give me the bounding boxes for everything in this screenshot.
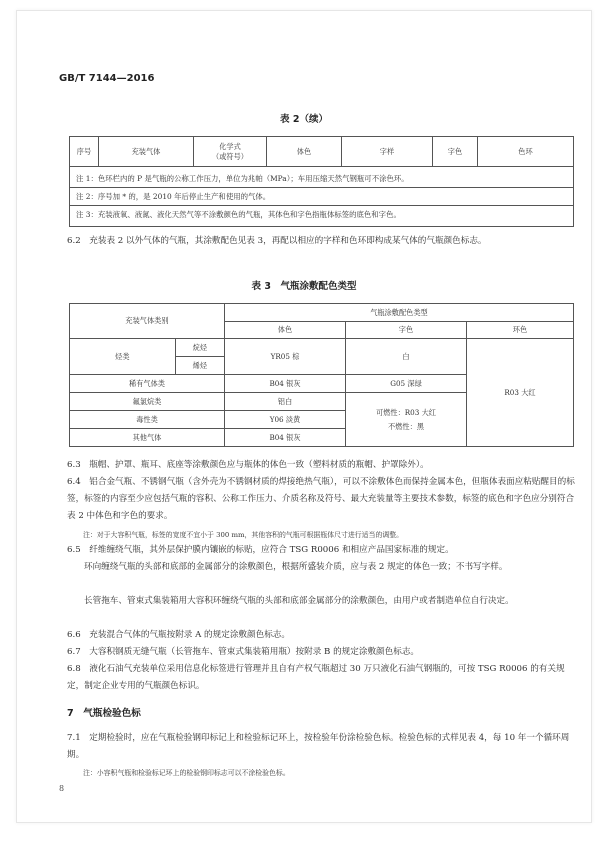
table2-note-1: 注 1：色环栏内的 P 是气瓶的公称工作压力，单位为兆帕（MPa）；车用压缩天然气钢瓶可不涂色环。 bbox=[70, 167, 574, 188]
table3-header-ring-color: 环色 bbox=[467, 322, 574, 339]
table3-font-toxic-other bbox=[346, 393, 467, 447]
table2-header-body-color: 体色 bbox=[267, 137, 342, 167]
table3-body-hydrocarbon: YR05 棕 bbox=[225, 339, 346, 375]
table3-cell-alkane: 烷烃 bbox=[175, 339, 224, 357]
paragraph-6-7: 6.7 大容积钢质无缝气瓶（长管拖车、管束式集装箱用瓶）按附录 B 的规定涂敷颜色标志。 bbox=[67, 647, 420, 657]
table3-cell-other: 其他气体 bbox=[70, 429, 225, 447]
table3-cell-toxic: 毒性类 bbox=[70, 411, 225, 429]
note-6-4: 注：对于大容积气瓶，标签的宽度不宜小于 300 mm，其他容积的气瓶可根据瓶体尺寸进行适当的调整。 bbox=[83, 531, 404, 539]
paragraph-6-5: 6.5 纤维缠绕气瓶，其外层保护膜内镶嵌的标贴，应符合 TSG R0006 和相应产品国家标准的规定。 bbox=[67, 545, 454, 555]
paragraph-6-5-b: 环向缠绕气瓶的头部和底部的金属部分的涂敷颜色，根据所盛装介质，应与表 2 规定的体色一致；不书写字样。 bbox=[84, 562, 508, 572]
paragraph-6-6: 6.6 充装混合气体的气瓶按附录 A 的规定涂敷颜色标志。 bbox=[67, 630, 290, 640]
table3 bbox=[69, 303, 574, 447]
standard-number: GB/T 7144—2016 bbox=[59, 73, 155, 84]
table3-header-category: 充装气体类别 bbox=[70, 304, 225, 339]
table3-ring-all: R03 大红 bbox=[467, 339, 574, 447]
page-number: 8 bbox=[59, 784, 65, 793]
paragraph-7-1: 7.1 定期检验时，应在气瓶检验钢印标记上和检验标记环上，按检验年份涂检验色标。检验色标的式样见表 4，每 10 年一个循环周期。 bbox=[67, 733, 570, 760]
table2-caption: 表 2（续） bbox=[280, 114, 328, 125]
table3-font-noncombustible: 不燃性：黑 bbox=[388, 421, 424, 431]
table3-body-rare-gas: B04 银灰 bbox=[225, 375, 346, 393]
table2-note-3: 注 3：充装液氧、液氮、液化天然气等不涂敷颜色的气瓶，其体色和字色指瓶体标签的底色和字色。 bbox=[70, 206, 574, 227]
table2-header-index: 序号 bbox=[70, 137, 99, 167]
table3-cell-hydrocarbon: 烃类 bbox=[70, 339, 176, 375]
table3-header-group: 气瓶涂敷配色类型 bbox=[225, 304, 574, 322]
table3-header-font-color: 字色 bbox=[346, 322, 467, 339]
paragraph-6-4: 6.4 铝合金气瓶、不锈钢气瓶（含外壳为不锈钢材质的焊接绝热气瓶），可以不涂敷体色而保持金属本色，但瓶体表面应粘贴醒目的标签，标签的内容至少应包括气瓶的容积、公称工作压力、介质名称及符号、最大充装量等主要技术参数，标签的底色和字色应分别符合表 2 中体色和字色的要求。 bbox=[67, 477, 575, 521]
table2-header-row bbox=[70, 137, 574, 167]
table2-header-font-color: 字色 bbox=[433, 137, 478, 167]
paragraph-6-5-c: 长管拖车、管束式集装箱用大容积环缠绕气瓶的头部和底部金属部分的涂敷颜色，由用户或者制造单位自行决定。 bbox=[84, 596, 514, 606]
table2-header-formula: 化学式 （或符号） bbox=[194, 137, 267, 167]
table3-cell-rare-gas: 稀有气体类 bbox=[70, 375, 225, 393]
table2-header-lettering: 字样 bbox=[342, 137, 433, 167]
section-7-heading: 7 气瓶检验色标 bbox=[67, 708, 141, 719]
note-7-1: 注：小容积气瓶和检验标记环上的检验钢印标志可以不涂检验色标。 bbox=[83, 769, 290, 777]
table3-body-toxic: Y06 淡黄 bbox=[225, 411, 346, 429]
paragraph-6-3: 6.3 瓶帽、护罩、瓶耳、底座等涂敷颜色应与瓶体的体色一致（塑料材质的瓶帽、护罩除外）。 bbox=[67, 460, 429, 470]
table3-cell-alkene: 烯烃 bbox=[175, 357, 224, 375]
table3-header-body-color: 体色 bbox=[225, 322, 346, 339]
table2 bbox=[69, 136, 574, 227]
paragraph-6-2: 6.2 充装表 2 以外气体的气瓶，其涂敷配色见表 3，再配以相应的字样和色环即构成某气体的气瓶颜色标志。 bbox=[67, 236, 487, 246]
table3-font-hydrocarbon: 白 bbox=[346, 339, 467, 375]
table2-header-gas: 充装气体 bbox=[99, 137, 194, 167]
table3-font-rare-gas: G05 深绿 bbox=[346, 375, 467, 393]
table3-cell-fluoro: 氟氯烷类 bbox=[70, 393, 225, 411]
table3-font-combustible: 可燃性：R03 大红 bbox=[376, 407, 436, 417]
table3-body-other: B04 银灰 bbox=[225, 429, 346, 447]
paragraph-6-8: 6.8 液化石油气充装单位采用信息化标签进行管理并且自有产权气瓶超过 30 万只液化石油气钢瓶的，可按 TSG R0006 的有关规定，制定企业专用的气瓶颜色标识。 bbox=[67, 664, 565, 691]
document-page bbox=[16, 10, 592, 823]
table3-body-fluoro: 铝白 bbox=[225, 393, 346, 411]
table2-header-ring: 色环 bbox=[478, 137, 574, 167]
table3-caption: 表 3 气瓶涂敷配色类型 bbox=[251, 281, 357, 292]
table2-note-2: 注 2：序号加 * 的，是 2010 年后停止生产和使用的气体。 bbox=[70, 188, 574, 206]
